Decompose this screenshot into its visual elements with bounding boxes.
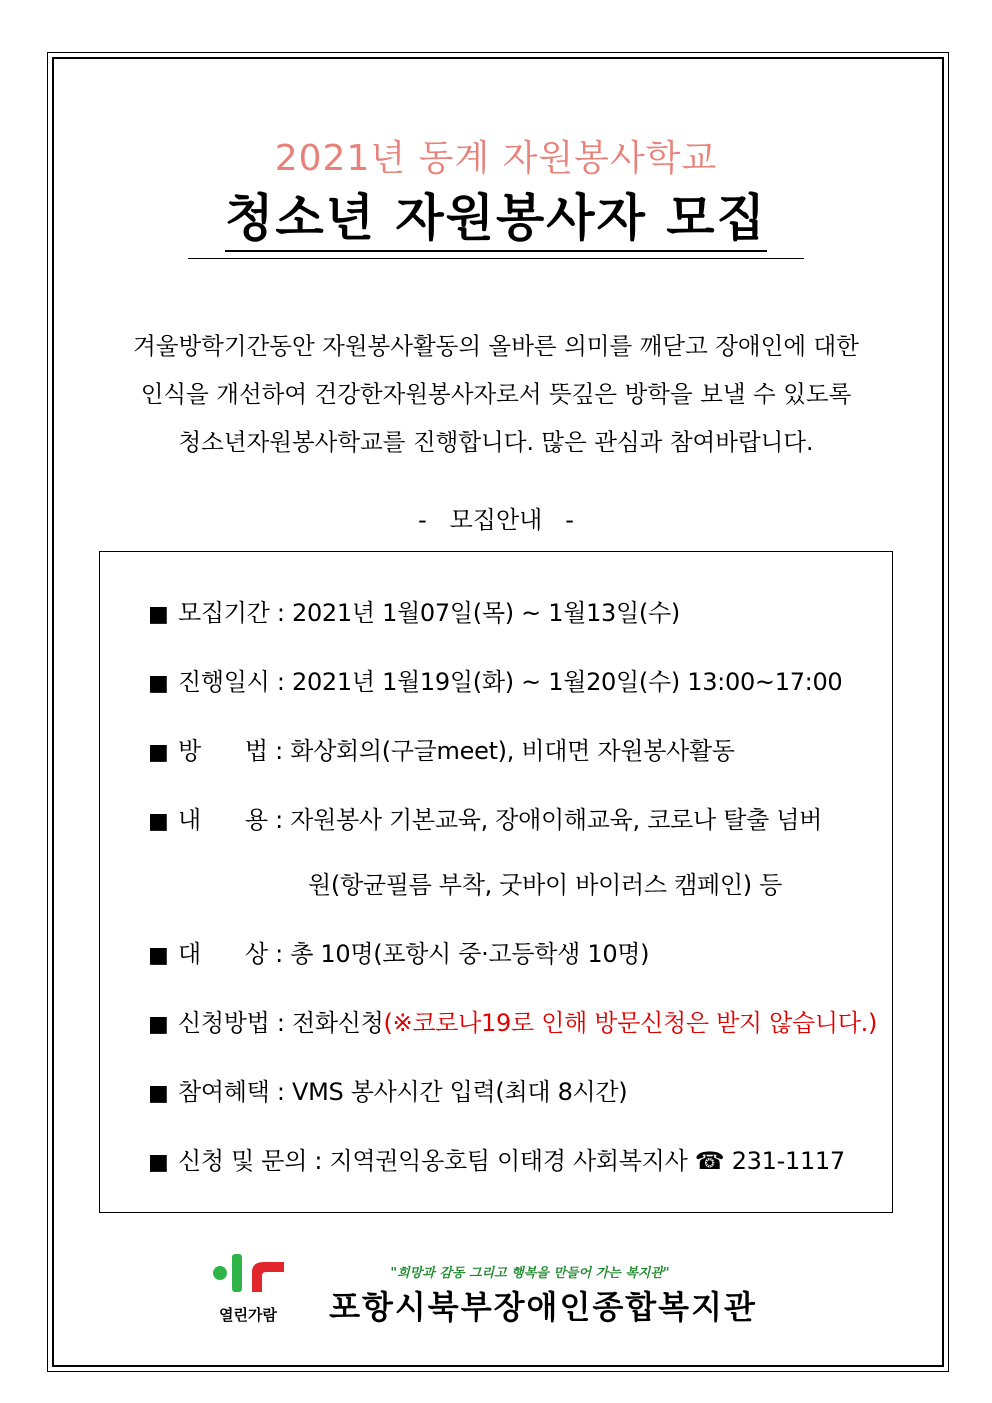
organization-name: 포항시북부장애인종합복지관 — [329, 1288, 757, 1326]
info-method — [148, 731, 735, 766]
info-content-continued — [308, 865, 782, 900]
page-title-text: 청소년 자원봉사자 모집 — [225, 188, 767, 252]
period-label: 모집기간 : — [178, 599, 292, 627]
method-label: 방 법 : — [178, 737, 291, 765]
info-contact — [148, 1141, 845, 1176]
benefit-label: 참여혜택 : — [178, 1078, 292, 1106]
title-underline — [188, 258, 804, 259]
bullet-icon: ■ — [148, 1081, 169, 1106]
logo-red-shape — [252, 1262, 284, 1292]
organization-logo-icon — [208, 1252, 288, 1292]
bullet-icon: ■ — [148, 602, 169, 627]
bullet-icon: ■ — [148, 943, 169, 968]
contact-value: 지역권익옹호팀 이태경 사회복지사 ☎ 231-1117 — [329, 1147, 845, 1175]
bullet-icon: ■ — [148, 740, 169, 765]
bullet-icon: ■ — [148, 671, 169, 696]
content-value: 자원봉사 기본교육, 장애이해교육, 코로나 탈출 넘버 — [290, 806, 823, 834]
apply-note: (※코로나19로 인해 방문신청은 받지 않습니다.) — [383, 1009, 878, 1037]
logo-label: 열린가람 — [219, 1306, 277, 1324]
info-target — [148, 934, 649, 969]
info-benefit — [148, 1072, 627, 1107]
period-value: 2021년 1월07일(목) ~ 1월13일(수) — [291, 599, 680, 627]
logo-green-bar — [232, 1254, 242, 1292]
slogan: "희망과 감동 그리고 행복을 만들어 가는 복지관" — [390, 1266, 670, 1281]
contact-label: 신청 및 문의 : — [178, 1147, 330, 1175]
content-value-continued: 원(항균필름 부착, 굿바이 바이러스 캠페인) 등 — [308, 871, 783, 899]
subtitle: 2021년 동계 자원봉사학교 — [274, 138, 718, 179]
schedule-value: 2021년 1월19일(화) ~ 1월20일(수) 13:00~17:00 — [291, 668, 843, 696]
page-title — [0, 188, 992, 252]
info-apply — [148, 1003, 877, 1038]
bullet-icon: ■ — [148, 1150, 169, 1175]
info-schedule — [148, 662, 842, 697]
bullet-icon: ■ — [148, 1012, 169, 1037]
apply-value: 전화신청 — [291, 1009, 384, 1037]
intro-line: 청소년자원봉사학교를 진행합니다. 많은 관심과 참여바랍니다. — [178, 428, 814, 456]
target-label: 대 상 : — [178, 940, 291, 968]
target-value: 총 10명(포항시 중·고등학생 10명) — [290, 940, 650, 968]
apply-label: 신청방법 : — [178, 1009, 292, 1037]
info-content — [148, 800, 822, 835]
schedule-label: 진행일시 : — [178, 668, 292, 696]
method-value: 화상회의(구글meet), 비대면 자원봉사활동 — [290, 737, 735, 765]
intro-line: 인식을 개선하여 건강한자원봉사자로서 뜻깊은 방학을 보낼 수 있도록 — [140, 380, 852, 408]
intro-line: 겨울방학기간동안 자원봉사활동의 올바른 의미를 깨닫고 장애인에 대한 — [133, 332, 859, 360]
benefit-value: VMS 봉사시간 입력(최대 8시간) — [291, 1078, 628, 1106]
intro-paragraph — [90, 322, 902, 466]
bullet-icon: ■ — [148, 809, 169, 834]
section-heading: - 모집안내 - — [418, 506, 574, 534]
info-period — [148, 593, 680, 628]
logo-green-dot — [213, 1266, 227, 1280]
content-label: 내 용 : — [178, 806, 291, 834]
